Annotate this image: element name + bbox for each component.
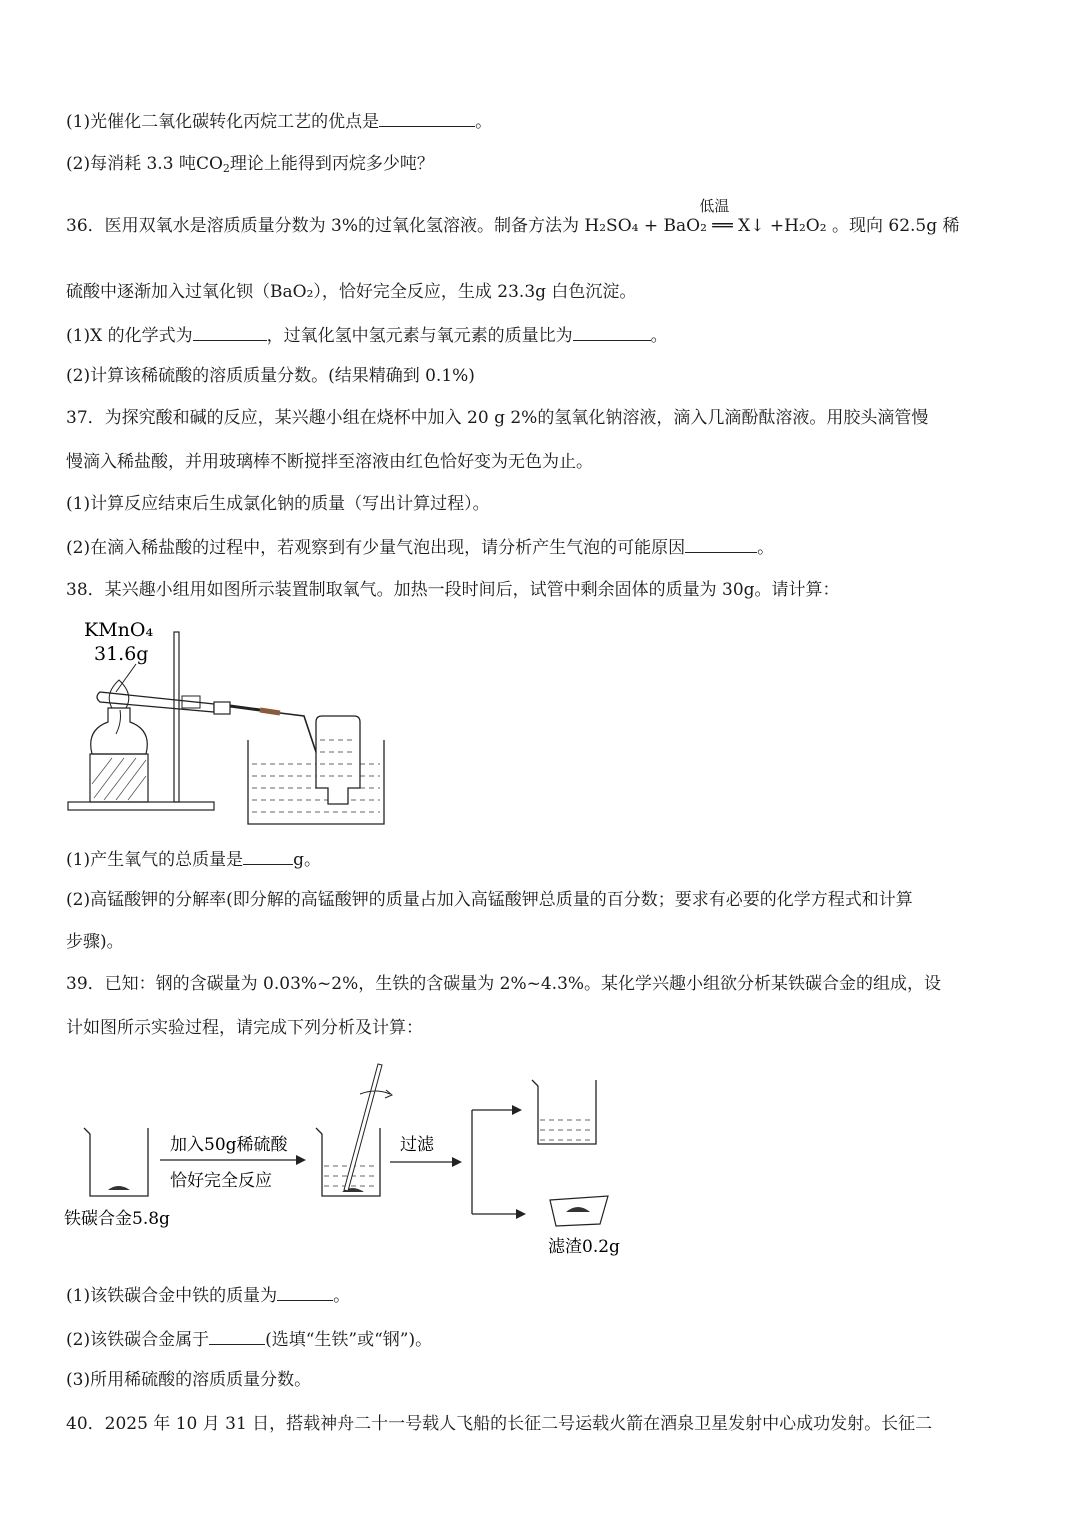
answer-blank[interactable]	[243, 846, 293, 865]
answer-blank[interactable]	[685, 534, 757, 553]
gas-collecting-bottle	[316, 716, 360, 804]
kmno4-label: KMnO₄	[84, 619, 154, 641]
beaker-filtrate	[532, 1080, 596, 1144]
q36-stem-line2: 硫酸中逐渐加入过氧化钡（BaO₂），恰好完全反应，生成 23.3g 白色沉淀。	[66, 282, 637, 302]
q39-stem-line2: 计如图所示实验过程，请完成下列分析及计算：	[66, 1018, 423, 1038]
oxygen-apparatus-figure	[64, 612, 404, 832]
q37-stem-line2: 慢滴入稀盐酸，并用玻璃棒不断搅拌至溶液由红色恰好变为无色为止。	[66, 452, 593, 472]
residue-label: 滤渣0.2g	[548, 1237, 620, 1257]
alloy-experiment-figure	[60, 1058, 660, 1268]
q39-part2: (2)该铁碳合金属于 (选填“生铁”或“钢”)。	[66, 1326, 432, 1352]
test-tube	[97, 692, 214, 712]
filter-label: 过滤	[400, 1135, 434, 1155]
alloy-label: 铁碳合金5.8g	[64, 1209, 170, 1229]
apparatus-drawing	[64, 612, 404, 832]
stir-arrow	[385, 1090, 392, 1098]
q38-part1: (1)产生氧气的总质量是 g。	[66, 846, 321, 872]
stand-base	[68, 802, 214, 810]
q38-part2-line1: (2)高锰酸钾的分解率(即分解的高锰酸钾的质量占加入高锰酸钾总质量的百分数；要求有必要的化学方程式和计算	[66, 890, 913, 910]
answer-blank[interactable]	[277, 1282, 333, 1301]
alloy-sample	[108, 1186, 130, 1190]
q39-part3: (3)所用稀硫酸的溶质质量分数。	[66, 1370, 312, 1390]
arrow-filter	[452, 1157, 462, 1167]
answer-blank[interactable]	[193, 322, 267, 341]
answer-blank[interactable]	[209, 1326, 265, 1345]
alcohol-lamp	[91, 708, 148, 754]
mass-label: 31.6g	[94, 643, 149, 665]
q39-stem-line1: 39．已知：钢的含碳量为 0.03%~2%，生铁的含碳量为 2%~4.3%。某化学兴趣小组欲分析某铁碳合金的组成，设	[66, 974, 942, 994]
answer-blank[interactable]	[379, 108, 475, 127]
add-acid-label: 加入50g稀硫酸	[170, 1135, 288, 1155]
residue	[566, 1207, 590, 1212]
q37-stem-line1: 37．为探究酸和碱的反应，某兴趣小组在烧杯中加入 20 g 2%的氢氧化钠溶液，滴入几滴酚酞溶液。用胶头滴管慢	[66, 408, 929, 428]
glass-rod	[344, 1064, 382, 1191]
q38-part2-line2: 步骤)。	[66, 932, 124, 952]
answer-blank[interactable]	[573, 322, 651, 341]
arrow-react	[296, 1155, 306, 1165]
rubber-tube	[260, 710, 280, 713]
q36-stem-line1: 36．医用双氧水是溶质质量分数为 3%的过氧化氢溶液。制备方法为 低温 H₂SO₄ + BaO₂ ══ X↓ +H₂O₂ 。现向 62.5g 稀	[66, 214, 960, 238]
co2-formula: $CO_2$	[195, 154, 230, 175]
q38-stem: 38．某兴趣小组用如图所示装置制取氧气。加热一段时间后，试管中剩余固体的质量为 30g。请计算：	[66, 580, 840, 600]
q36-part1: (1)X 的化学式为 ，过氧化氢中氢元素与氧元素的质量比为 。	[66, 322, 668, 348]
experiment-drawing	[60, 1058, 660, 1268]
q36-part2: (2)计算该稀硫酸的溶质质量分数。(结果精确到 0.1%)	[66, 366, 475, 386]
react-label: 恰好完全反应	[170, 1171, 272, 1191]
q35-part1: (1)光催化二氧化碳转化丙烷工艺的优点是 。	[66, 108, 492, 134]
q37-part1: (1)计算反应结束后生成氯化钠的质量（写出计算过程）。	[66, 494, 490, 514]
reaction-condition: 低温	[699, 197, 730, 215]
q40-stem: 40．2025 年 10 月 31 日，搭载神舟二十一号载人飞船的长征二号运载火箭在酒泉卫星发射中心成功发射。长征二	[66, 1414, 933, 1434]
q35-part2: (2)每消耗 3.3 吨$CO_2$理论上能得到丙烷多少吨？	[66, 154, 434, 175]
beaker-alloy	[84, 1128, 148, 1196]
q39-part1: (1)该铁碳合金中铁的质量为 。	[66, 1282, 350, 1308]
stand-rod	[174, 632, 179, 802]
wooden-block	[90, 754, 148, 802]
stopper	[214, 702, 230, 714]
reaction-equation: 低温 H₂SO₄ + BaO₂ ══ X↓ +H₂O₂	[584, 214, 826, 238]
q37-part2: (2)在滴入稀盐酸的过程中，若观察到有少量气泡出现，请分析产生气泡的可能原因 。	[66, 534, 774, 560]
